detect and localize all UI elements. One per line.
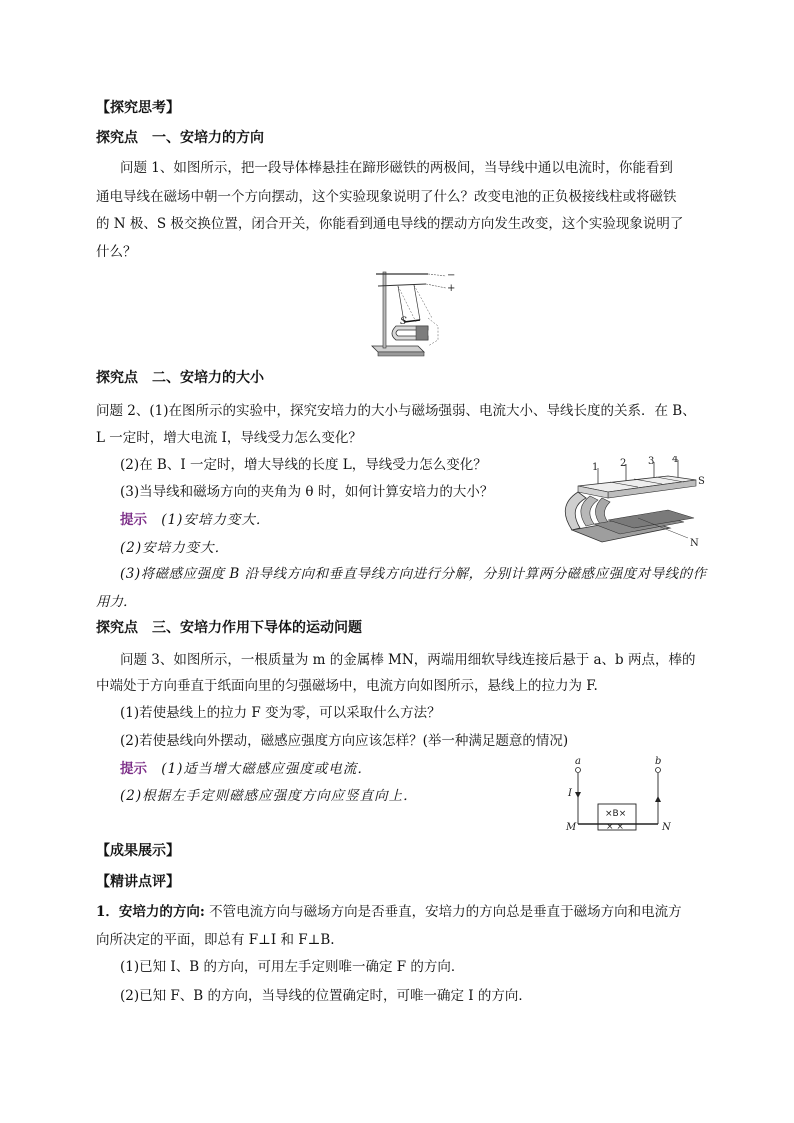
figure2-label-1: 1 bbox=[592, 462, 599, 473]
point3-q-line: 问题 3、如图所示，一根质量为 m 的金属棒 MN，两端用细软导线连接后悬于 a、b 两点，棒的 bbox=[120, 652, 696, 668]
point3-hint-line: (2)根据左手定则磁感应强度方向应竖直向上． bbox=[120, 788, 418, 804]
point1-q-line: 问题 1、如图所示，把一段导体棒悬挂在蹄形磁铁的两极间，当导线中通以电流时，你能看到 bbox=[120, 160, 673, 176]
point2-hint-line: (1)安培力变大． bbox=[161, 512, 271, 528]
point3-title: 探究点 三、安培力作用下导体的运动问题 bbox=[96, 620, 362, 636]
figure3-n-label: N bbox=[662, 822, 671, 833]
figure3-m-label: M bbox=[566, 822, 577, 833]
figure3-a-label: a bbox=[575, 756, 581, 767]
point3-hint-line: (1)适当增大磁感应强度或电流． bbox=[161, 761, 372, 777]
figure3-b-field-label: ×B× bbox=[605, 809, 627, 819]
point2-q-line: (2)在 B、I 一定时，增大导线的长度 L，导线受力怎么变化？ bbox=[120, 457, 487, 473]
figure2-n-label: N bbox=[690, 538, 699, 549]
point2-title: 探究点 二、安培力的大小 bbox=[96, 370, 264, 386]
point3-hint-label: 提示 bbox=[120, 761, 147, 777]
point2-hint-line: (3)将磁感应强度 B 沿导线方向和垂直导线方向进行分解，分别计算两分磁感应强度对导线的作 bbox=[120, 566, 707, 582]
point1-q-line: 的 N 极、S 极交换位置，闭合开关，你能看到通电导线的摆动方向发生改变，这个实验现象说明了 bbox=[96, 216, 684, 232]
figure2-label-2: 2 bbox=[620, 458, 627, 469]
point2-q-line: L 一定时，增大电流 I，导线受力怎么变化？ bbox=[96, 430, 362, 446]
point2-hint-line: 用力． bbox=[96, 594, 137, 610]
section-commentary: 【精讲点评】 bbox=[96, 874, 180, 890]
point2-hint-label: 提示 bbox=[120, 512, 147, 528]
commentary-sub-line: (2)已知 F、B 的方向，当导线的位置确定时，可唯一确定 I 的方向． bbox=[120, 988, 532, 1004]
section-results-show: 【成果展示】 bbox=[96, 843, 180, 859]
commentary-item1-num: 1． bbox=[96, 904, 119, 920]
figure1-minus-label: − bbox=[447, 270, 456, 281]
commentary-item1 bbox=[96, 902, 682, 922]
figure3-b-label: b bbox=[655, 756, 662, 767]
figure1-plus-label: + bbox=[447, 283, 456, 294]
commentary-item1-line: 不管电流方向与磁场方向是否垂直，安培力的方向总是垂直于磁场方向和电流方 bbox=[204, 904, 682, 920]
figure2-label-4: 4 bbox=[672, 456, 679, 465]
point2-q-line: 问题 2、(1)在图所示的实验中，探究安培力的大小与磁场强弱、电流大小、导线长度的关系．在 B、 bbox=[96, 403, 696, 419]
figure2-s-label: S bbox=[698, 476, 705, 487]
figure3-row2-label: × × bbox=[606, 822, 624, 832]
point3-q-line: (1)若使悬线上的拉力 F 变为零，可以采取什么方法？ bbox=[120, 705, 441, 721]
figure-horseshoe-magnet-apparatus bbox=[366, 266, 456, 358]
point3-hint-row bbox=[120, 759, 372, 779]
point1-q-line: 通电导线在磁场中朝一个方向摆动，这个实验现象说明了什么？改变电池的正负极接线柱或将磁铁 bbox=[96, 189, 677, 205]
figure-stacked-magnets bbox=[538, 456, 708, 556]
figure-suspended-rod bbox=[562, 756, 674, 836]
point1-q-line: 什么？ bbox=[96, 244, 137, 260]
point3-q-line: (2)若使悬线向外摆动，磁感应强度方向应该怎样？(举一种满足题意的情况) bbox=[120, 733, 569, 749]
point1-title: 探究点 一、安培力的方向 bbox=[96, 130, 264, 146]
point3-q-line: 中端处于方向垂直于纸面向里的匀强磁场中，电流方向如图所示，悬线上的拉力为 F. bbox=[96, 678, 598, 694]
commentary-sub-line: (1)已知 I、B 的方向，可用左手定则唯一确定 F 的方向． bbox=[120, 959, 465, 975]
point2-hint-row bbox=[120, 510, 270, 530]
figure1-s-label: S bbox=[400, 316, 407, 327]
section-explore-think: 【探究思考】 bbox=[96, 100, 180, 116]
point2-hint-line: (2)安培力变大． bbox=[120, 540, 230, 556]
figure3-i-label: I bbox=[568, 788, 572, 799]
commentary-item1-title: 安培力的方向: bbox=[118, 904, 205, 920]
figure2-label-3: 3 bbox=[648, 456, 655, 467]
point2-q-line: (3)当导线和磁场方向的夹角为 θ 时，如何计算安培力的大小？ bbox=[120, 484, 494, 500]
commentary-item1-line: 向所决定的平面，即总有 F⊥I 和 F⊥B. bbox=[96, 932, 335, 948]
